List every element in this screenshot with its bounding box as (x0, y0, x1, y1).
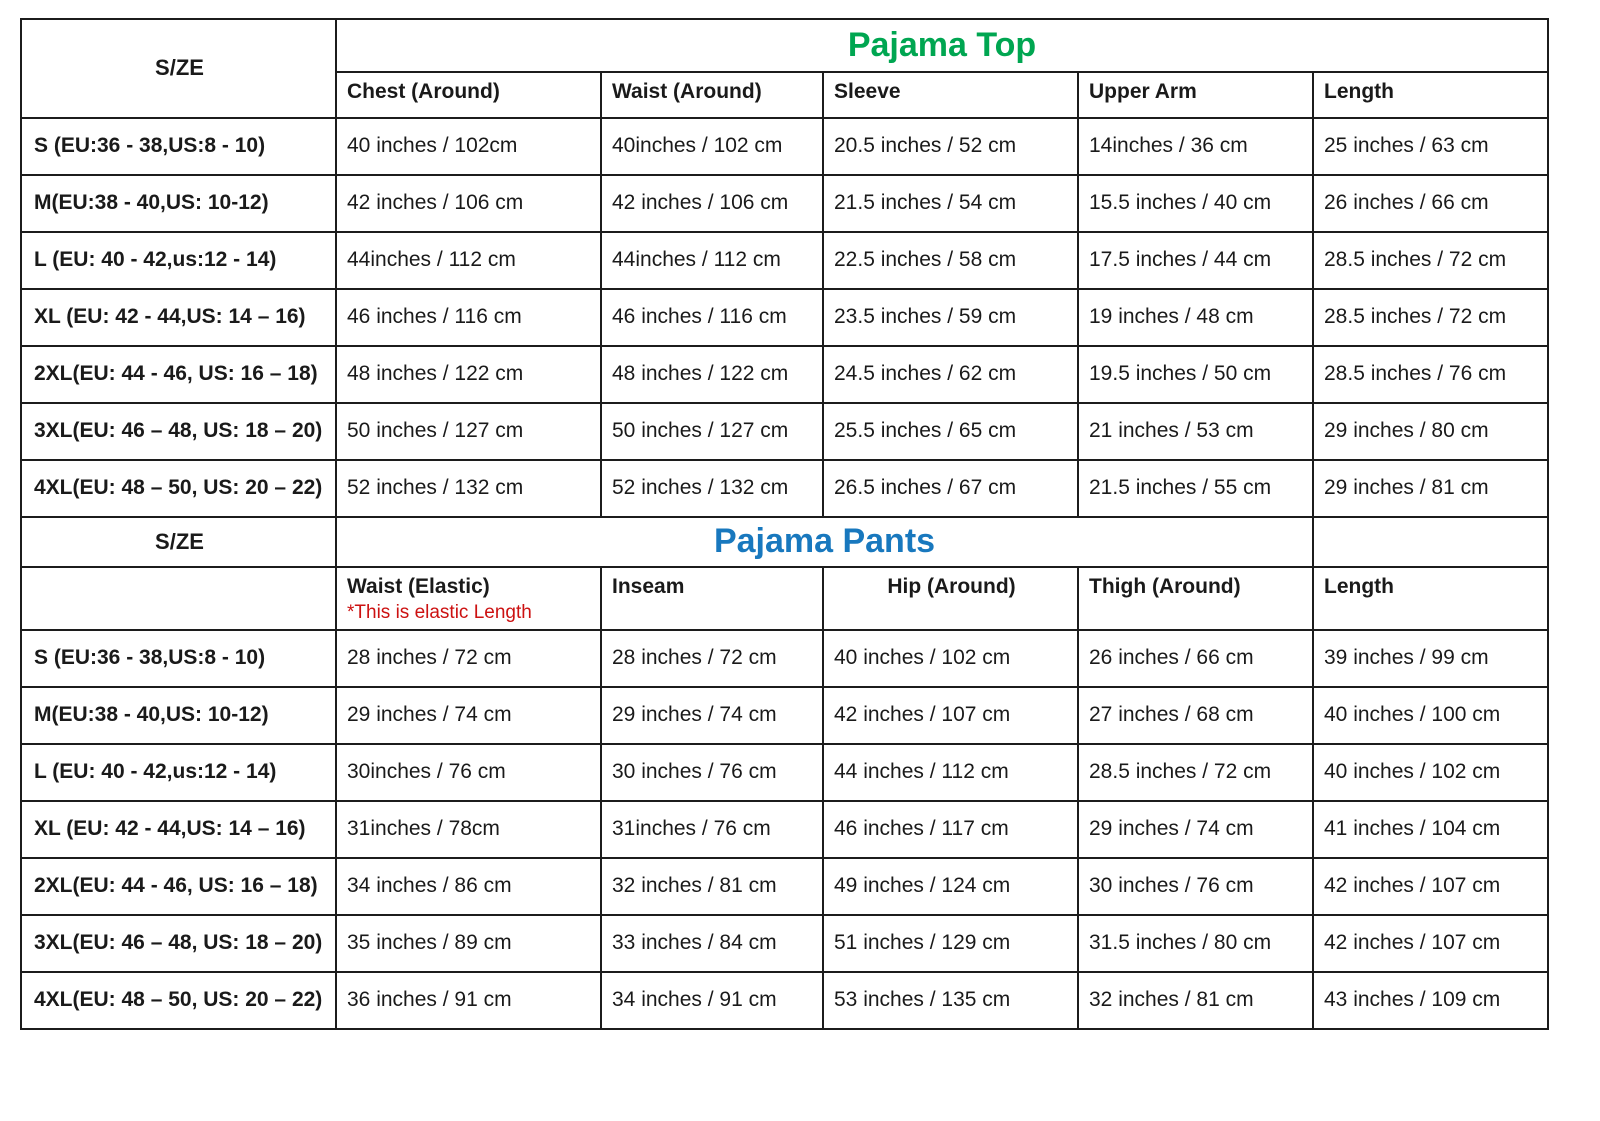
size-cell: XL (EU: 42 - 44,US: 14 – 16) (21, 801, 336, 858)
thigh-cell: 29 inches / 74 cm (1078, 801, 1313, 858)
upper-arm-cell: 19 inches / 48 cm (1078, 289, 1313, 346)
sleeve-cell: 25.5 inches / 65 cm (823, 403, 1078, 460)
length-cell: 40 inches / 102 cm (1313, 744, 1548, 801)
table-row (21, 346, 1548, 403)
size-cell: 2XL(EU: 44 - 46, US: 16 – 18) (21, 858, 336, 915)
chest-cell: 52 inches / 132 cm (336, 460, 601, 517)
length-cell: 41 inches / 104 cm (1313, 801, 1548, 858)
inseam-cell: 31inches / 76 cm (601, 801, 823, 858)
size-cell: S (EU:36 - 38,US:8 - 10) (21, 118, 336, 175)
size-column-header-top: S/ZE (21, 19, 336, 118)
length-cell: 43 inches / 109 cm (1313, 972, 1548, 1029)
table-row (21, 289, 1548, 346)
table-row (21, 118, 1548, 175)
empty-cell (1313, 517, 1548, 567)
table-row (21, 175, 1548, 232)
chest-cell: 48 inches / 122 cm (336, 346, 601, 403)
sleeve-cell: 26.5 inches / 67 cm (823, 460, 1078, 517)
inseam-cell: 33 inches / 84 cm (601, 915, 823, 972)
length-cell: 29 inches / 80 cm (1313, 403, 1548, 460)
size-column-header-pants: S/ZE (21, 517, 336, 567)
waist-cell: 42 inches / 106 cm (601, 175, 823, 232)
size-cell: M(EU:38 - 40,US: 10-12) (21, 687, 336, 744)
chest-cell: 40 inches / 102cm (336, 118, 601, 175)
inseam-cell: 32 inches / 81 cm (601, 858, 823, 915)
length-cell: 29 inches / 81 cm (1313, 460, 1548, 517)
waist-cell: 48 inches / 122 cm (601, 346, 823, 403)
col-header-waist-around: Waist (Around) (601, 72, 823, 118)
waist-elastic-label: Waist (Elastic) (347, 574, 490, 598)
size-cell: 3XL(EU: 46 – 48, US: 18 – 20) (21, 915, 336, 972)
sleeve-cell: 20.5 inches / 52 cm (823, 118, 1078, 175)
sleeve-cell: 21.5 inches / 54 cm (823, 175, 1078, 232)
pajama-pants-title: Pajama Pants (336, 517, 1313, 567)
size-cell: 3XL(EU: 46 – 48, US: 18 – 20) (21, 403, 336, 460)
waist-elastic-cell: 28 inches / 72 cm (336, 630, 601, 687)
col-header-sleeve: Sleeve (823, 72, 1078, 118)
sleeve-cell: 24.5 inches / 62 cm (823, 346, 1078, 403)
table-row (21, 801, 1548, 858)
hip-cell: 51 inches / 129 cm (823, 915, 1078, 972)
hip-cell: 40 inches / 102 cm (823, 630, 1078, 687)
upper-arm-cell: 19.5 inches / 50 cm (1078, 346, 1313, 403)
size-chart (20, 18, 1549, 1030)
size-cell: M(EU:38 - 40,US: 10-12) (21, 175, 336, 232)
col-header-upper-arm: Upper Arm (1078, 72, 1313, 118)
waist-elastic-cell: 34 inches / 86 cm (336, 858, 601, 915)
size-cell: S (EU:36 - 38,US:8 - 10) (21, 630, 336, 687)
thigh-cell: 28.5 inches / 72 cm (1078, 744, 1313, 801)
length-cell: 42 inches / 107 cm (1313, 858, 1548, 915)
hip-cell: 49 inches / 124 cm (823, 858, 1078, 915)
size-cell: 2XL(EU: 44 - 46, US: 16 – 18) (21, 346, 336, 403)
col-header-waist-elastic (336, 567, 601, 630)
sleeve-cell: 22.5 inches / 58 cm (823, 232, 1078, 289)
length-cell: 28.5 inches / 72 cm (1313, 289, 1548, 346)
empty-cell (21, 567, 336, 630)
upper-arm-cell: 21.5 inches / 55 cm (1078, 460, 1313, 517)
inseam-cell: 34 inches / 91 cm (601, 972, 823, 1029)
waist-cell: 46 inches / 116 cm (601, 289, 823, 346)
table-row (21, 972, 1548, 1029)
waist-cell: 44inches / 112 cm (601, 232, 823, 289)
thigh-cell: 26 inches / 66 cm (1078, 630, 1313, 687)
waist-elastic-cell: 35 inches / 89 cm (336, 915, 601, 972)
length-cell: 28.5 inches / 76 cm (1313, 346, 1548, 403)
size-cell: XL (EU: 42 - 44,US: 14 – 16) (21, 289, 336, 346)
length-cell: 40 inches / 100 cm (1313, 687, 1548, 744)
waist-cell: 50 inches / 127 cm (601, 403, 823, 460)
thigh-cell: 27 inches / 68 cm (1078, 687, 1313, 744)
col-header-thigh: Thigh (Around) (1078, 567, 1313, 630)
col-header-length-top: Length (1313, 72, 1548, 118)
length-cell: 28.5 inches / 72 cm (1313, 232, 1548, 289)
size-cell: 4XL(EU: 48 – 50, US: 20 – 22) (21, 972, 336, 1029)
length-cell: 25 inches / 63 cm (1313, 118, 1548, 175)
table-row (21, 915, 1548, 972)
waist-cell: 52 inches / 132 cm (601, 460, 823, 517)
length-cell: 42 inches / 107 cm (1313, 915, 1548, 972)
col-header-chest: Chest (Around) (336, 72, 601, 118)
table-row (21, 403, 1548, 460)
waist-elastic-cell: 30inches / 76 cm (336, 744, 601, 801)
size-cell: L (EU: 40 - 42,us:12 - 14) (21, 744, 336, 801)
sleeve-cell: 23.5 inches / 59 cm (823, 289, 1078, 346)
chest-cell: 44inches / 112 cm (336, 232, 601, 289)
hip-cell: 46 inches / 117 cm (823, 801, 1078, 858)
upper-arm-cell: 17.5 inches / 44 cm (1078, 232, 1313, 289)
size-cell: 4XL(EU: 48 – 50, US: 20 – 22) (21, 460, 336, 517)
table-row (21, 858, 1548, 915)
inseam-cell: 29 inches / 74 cm (601, 687, 823, 744)
elastic-note: *This is elastic Length (347, 602, 532, 624)
table-row (21, 687, 1548, 744)
upper-arm-cell: 21 inches / 53 cm (1078, 403, 1313, 460)
chest-cell: 46 inches / 116 cm (336, 289, 601, 346)
table-row (21, 744, 1548, 801)
length-cell: 39 inches / 99 cm (1313, 630, 1548, 687)
table-row (21, 232, 1548, 289)
waist-cell: 40inches / 102 cm (601, 118, 823, 175)
table-row (21, 630, 1548, 687)
hip-cell: 42 inches / 107 cm (823, 687, 1078, 744)
thigh-cell: 30 inches / 76 cm (1078, 858, 1313, 915)
chest-cell: 42 inches / 106 cm (336, 175, 601, 232)
upper-arm-cell: 14inches / 36 cm (1078, 118, 1313, 175)
hip-cell: 44 inches / 112 cm (823, 744, 1078, 801)
table-row (21, 460, 1548, 517)
thigh-cell: 31.5 inches / 80 cm (1078, 915, 1313, 972)
inseam-cell: 30 inches / 76 cm (601, 744, 823, 801)
size-cell: L (EU: 40 - 42,us:12 - 14) (21, 232, 336, 289)
size-chart-table (20, 18, 1549, 1030)
waist-elastic-cell: 31inches / 78cm (336, 801, 601, 858)
col-header-hip: Hip (Around) (823, 567, 1078, 630)
waist-elastic-cell: 29 inches / 74 cm (336, 687, 601, 744)
inseam-cell: 28 inches / 72 cm (601, 630, 823, 687)
length-cell: 26 inches / 66 cm (1313, 175, 1548, 232)
col-header-inseam: Inseam (601, 567, 823, 630)
chest-cell: 50 inches / 127 cm (336, 403, 601, 460)
pajama-top-title: Pajama Top (336, 19, 1548, 72)
upper-arm-cell: 15.5 inches / 40 cm (1078, 175, 1313, 232)
thigh-cell: 32 inches / 81 cm (1078, 972, 1313, 1029)
hip-cell: 53 inches / 135 cm (823, 972, 1078, 1029)
waist-elastic-cell: 36 inches / 91 cm (336, 972, 601, 1029)
col-header-length-pants: Length (1313, 567, 1548, 630)
